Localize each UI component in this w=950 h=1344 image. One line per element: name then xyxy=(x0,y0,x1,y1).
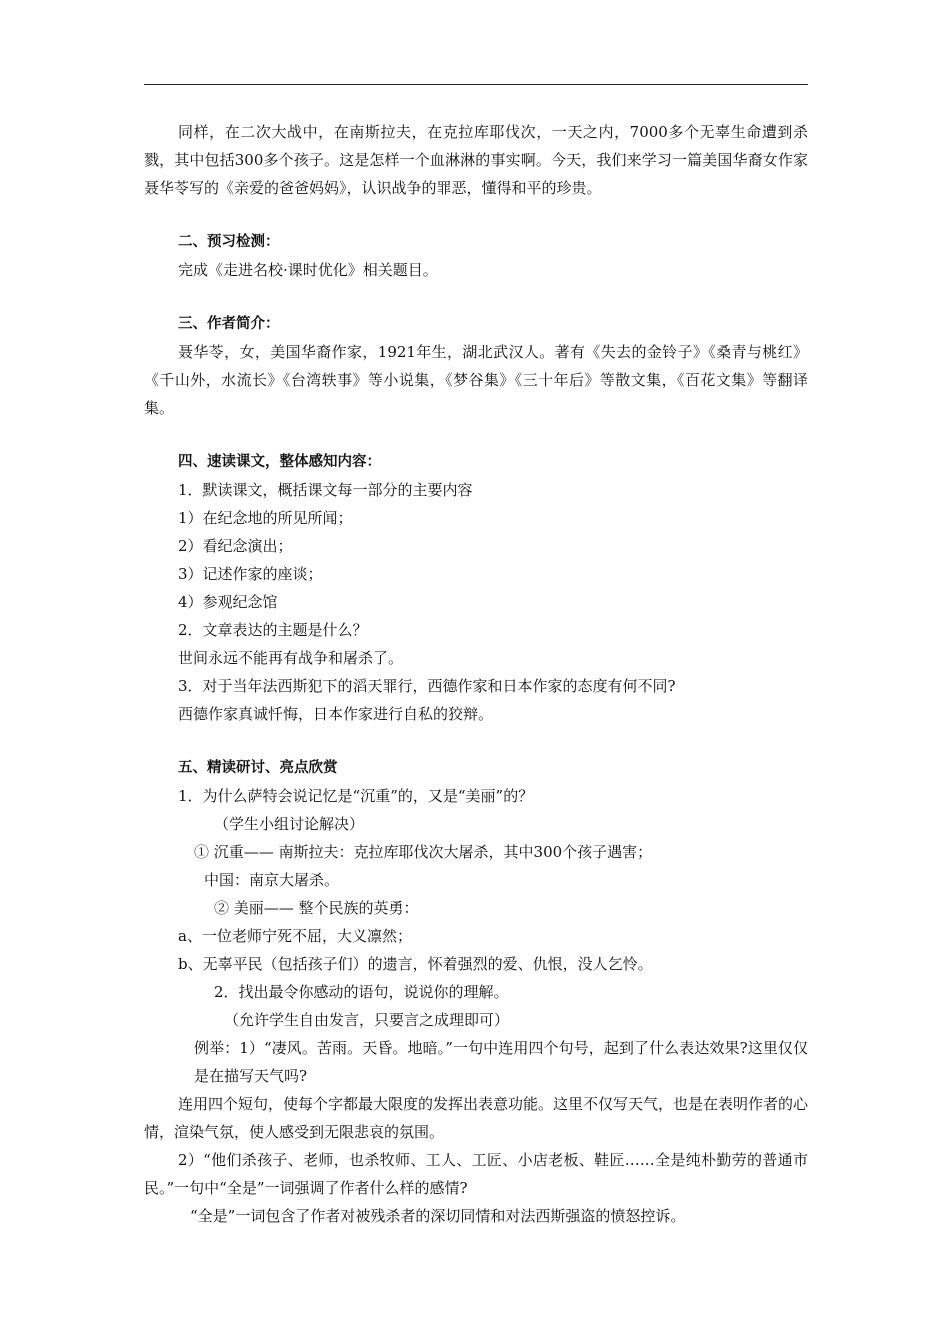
answer-heavy-china: 中国：南京大屠杀。 xyxy=(204,871,340,889)
document-page xyxy=(144,0,808,1344)
spacer xyxy=(144,284,808,310)
list-item: 2）看纪念演出； xyxy=(178,537,293,555)
answer-beautiful: ② 美丽—— 整个民族的英勇： xyxy=(214,899,419,917)
question-2: 2．找出最令你感动的语句，说说你的理解。 xyxy=(214,983,509,1001)
preview-text: 完成《走进名校·课时优化》相关题目。 xyxy=(178,261,438,279)
list-item: 世间永远不能再有战争和屠杀了。 xyxy=(178,649,404,667)
list-item: 1）在纪念地的所见所闻； xyxy=(178,509,353,527)
section-heading-close-reading: 五、精读研讨、亮点欣赏 xyxy=(178,760,338,776)
list-item: 1．默读课文，概括课文每一部分的主要内容 xyxy=(178,481,473,499)
example-2-answer: “全是”一词包含了作者对被残杀者的深切同情和对法西斯强盗的愤怒控诉。 xyxy=(190,1207,686,1225)
example-1-text: 例举：1）“凄风。苦雨。天昏。地暗。”一句中连用四个句号，起到了什么表达效果?这里仅仅是在描写天气吗? xyxy=(194,1039,808,1085)
section-heading-preview: 二、预习检测： xyxy=(178,234,280,250)
intro-paragraph: 同样，在二次大战中，在南斯拉夫，在克拉库耶伐次，一天之内，7000多个无辜生命遭到杀戮，其中包括300多个孩子。这是怎样一个血淋淋的事实啊。今天，我们来学习一篇美国华裔女作家聂华苓写的《亲爱的爸爸妈妈》，认识战争的罪恶，懂得和平的珍贵。 xyxy=(144,123,808,197)
list-item: 3）记述作家的座谈； xyxy=(178,565,323,583)
spacer xyxy=(144,202,808,228)
question-1: 1．为什么萨特会说记忆是“沉重”的，又是“美丽”的？ xyxy=(178,787,534,805)
list-item: 3．对于当年法西斯犯下的滔天罪行，西德作家和日本作家的态度有何不同? xyxy=(178,677,676,695)
answer-heavy: ① 沉重—— 南斯拉夫：克拉库耶伐次大屠杀，其中300个孩子遇害； xyxy=(194,843,653,861)
answer-beautiful-a: a、一位老师宁死不屈，大义凛然； xyxy=(178,927,412,945)
spacer xyxy=(144,728,808,754)
section-heading-skim: 四、速读课文，整体感知内容： xyxy=(178,454,381,470)
example-1 xyxy=(144,1034,808,1090)
section-heading-author: 三、作者简介： xyxy=(178,316,280,332)
list-item: 西德作家真诚忏悔，日本作家进行自私的狡辩。 xyxy=(178,705,494,723)
list-item: 4）参观纪念馆 xyxy=(178,593,278,611)
list-item: 2．文章表达的主题是什么？ xyxy=(178,621,368,639)
spacer xyxy=(144,422,808,448)
header-rule xyxy=(144,84,808,85)
document-body xyxy=(144,118,808,1230)
author-bio: 聂华苓，女，美国华裔作家，1921年生，湖北武汉人。著有《失去的金铃子》《桑青与桃红》《千山外，水流长》《台湾轶事》等小说集，《梦谷集》《三十年后》等散文集，《百花文集》等翻译集。 xyxy=(144,343,808,417)
question-2-note: （允许学生自由发言，只要言之成理即可） xyxy=(224,1011,510,1029)
example-2: 2）“他们杀孩子、老师，也杀牧师、工人、工匠、小店老板、鞋匠……全是纯朴勤劳的普通市民。”一句中“全是”一词强调了作者什么样的感情? xyxy=(144,1151,808,1197)
example-1-answer: 连用四个短句，使每个字都最大限度的发挥出表意功能。这里不仅写天气，也是在表明作者的心情，渲染气氛，使人感受到无限悲哀的氛围。 xyxy=(144,1095,809,1141)
answer-beautiful-b: b、无辜平民（包括孩子们）的遗言，怀着强烈的爱、仇恨，没人乞怜。 xyxy=(178,955,653,973)
question-1-note: （学生小组讨论解决） xyxy=(214,815,365,833)
